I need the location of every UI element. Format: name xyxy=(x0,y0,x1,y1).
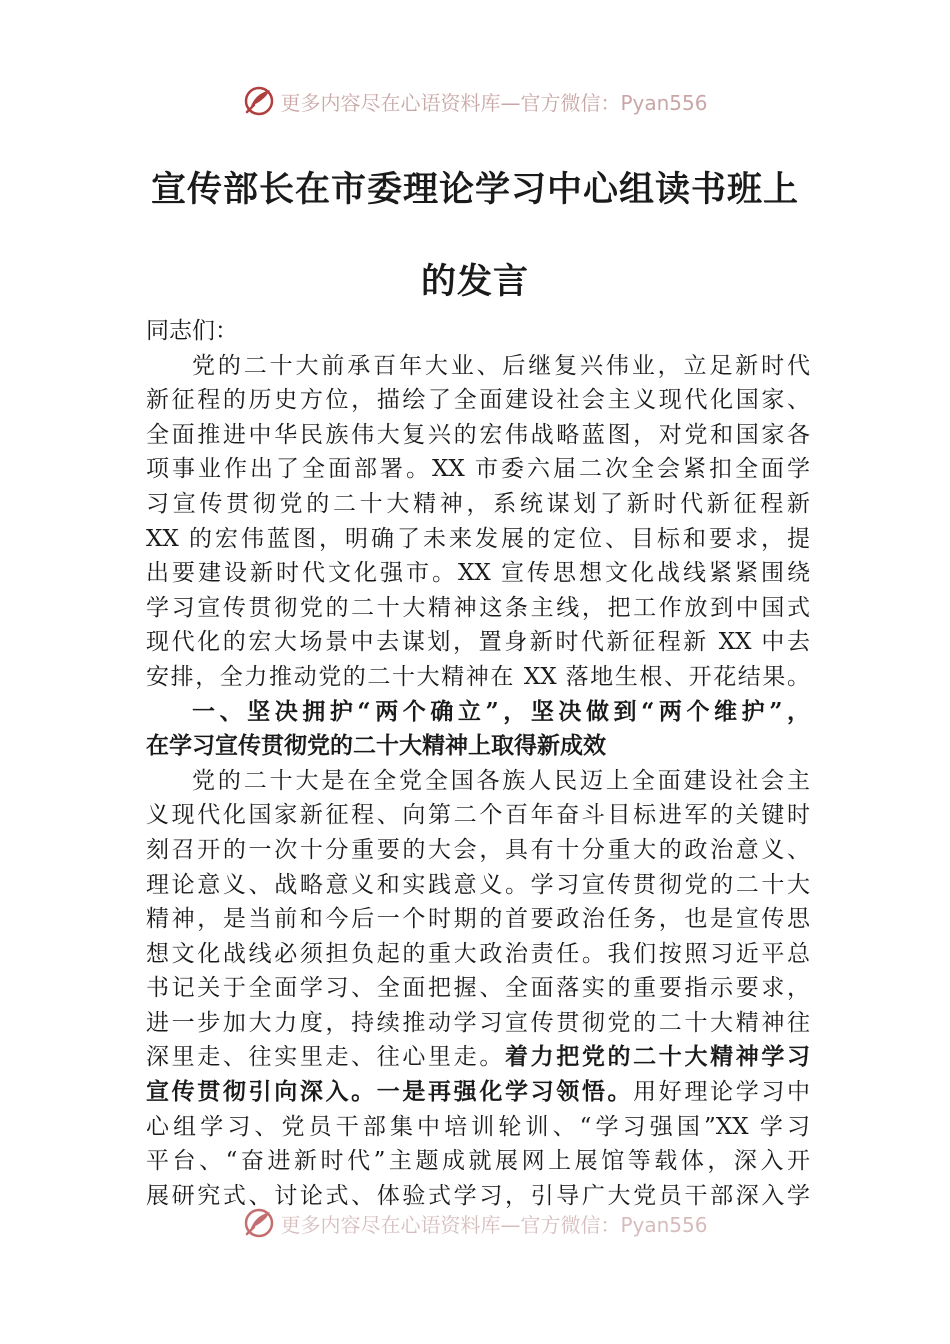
paragraph-line: 精神，是当前和今后一个时期的首要政治任务，也是宣传思 xyxy=(146,906,810,933)
document-body xyxy=(146,314,810,1213)
section-heading: 一、坚决拥护“两个确立”，坚决做到“两个维护”， xyxy=(192,697,810,725)
watermark-top xyxy=(0,84,950,118)
paragraph-line: 心组学习、党员干部集中培训轮训、“学习强国”XX 学习 xyxy=(146,1113,810,1140)
paragraph-line: 项事业作出了全面部署。XX 市委六届二次全会紧扣全面学 xyxy=(146,456,810,483)
watermark-bottom xyxy=(0,1206,950,1240)
pen-logo-icon xyxy=(242,84,276,118)
paragraph-line: 想文化战线必须担负起的重大政治责任。我们按照习近平总 xyxy=(146,940,810,967)
paragraph-line: 学习宣传贯彻党的二十大精神这条主线，把工作放到中国式 xyxy=(146,594,810,621)
document-title-line-2: 的发言 xyxy=(420,261,529,302)
paragraph-line: 出要建设新时代文化强市。XX 宣传思想文化战线紧紧围绕 xyxy=(146,560,810,587)
paragraph-line: 全面推进中华民族伟大复兴的宏伟战略蓝图，对党和国家各 xyxy=(146,421,810,448)
salutation: 同志们： xyxy=(146,318,238,344)
document-title-line-1: 宣传部长在市委理论学习中心组读书班上 xyxy=(150,169,799,210)
paragraph-line: 刻召开的一次十分重要的大会，具有十分重大的政治意义、 xyxy=(146,836,810,863)
paragraph-line: 义现代化国家新征程、向第二个百年奋斗目标进军的关键时 xyxy=(146,802,810,829)
paragraph-line: 习宣传贯彻党的二十大精神，系统谋划了新时代新征程新 xyxy=(146,490,810,517)
paragraph-line: 安排，全力推动党的二十大精神在 XX 落地生根、开花结果。 xyxy=(146,663,810,690)
paragraph-line: 平台、“奋进新时代”主题成就展网上展馆等载体，深入开 xyxy=(146,1148,810,1175)
paragraph-line: 党的二十大是在全党全国各族人民迈上全面建设社会主 xyxy=(192,767,810,794)
text-emphasis: 宣传贯彻引向深入。一是再强化学习领悟。 xyxy=(146,1078,634,1106)
watermark-text: 更多内容尽在心语资料库—官方微信：Pyan556 xyxy=(280,90,708,115)
section-heading: 在学习宣传贯彻党的二十大精神上取得新成效 xyxy=(146,732,606,760)
paragraph-line: 进一步加大力度，持续推动学习宣传贯彻党的二十大精神往 xyxy=(146,1009,810,1036)
paragraph-line-mixed xyxy=(146,1075,810,1110)
text-normal: 深里走、往实里走、往心里走。 xyxy=(146,1044,505,1071)
watermark-text: 更多内容尽在心语资料库—官方微信：Pyan556 xyxy=(280,1212,708,1237)
paragraph-line: 书记关于全面学习、全面把握、全面落实的重要指示要求， xyxy=(146,975,810,1002)
paragraph-line: 展研究式、讨论式、体验式学习，引导广大党员干部深入学 xyxy=(146,1182,810,1209)
pen-logo-icon xyxy=(242,1206,276,1240)
text-emphasis: 着力把党的二十大精神学习 xyxy=(504,1043,811,1071)
text-normal: 用好理论学习中 xyxy=(633,1079,811,1106)
paragraph-line: 理论意义、战略意义和实践意义。学习宣传贯彻党的二十大 xyxy=(146,871,810,898)
paragraph-line: 党的二十大前承百年大业、后继复兴伟业，立足新时代 xyxy=(192,352,810,379)
paragraph-line: 现代化的宏大场景中去谋划，置身新时代新征程新 XX 中去 xyxy=(146,629,810,656)
paragraph-line-mixed xyxy=(146,1040,810,1075)
paragraph-line: 新征程的历史方位，描绘了全面建设社会主义现代化国家、 xyxy=(146,387,810,414)
paragraph-line: XX 的宏伟蓝图，明确了未来发展的定位、目标和要求，提 xyxy=(146,525,810,552)
